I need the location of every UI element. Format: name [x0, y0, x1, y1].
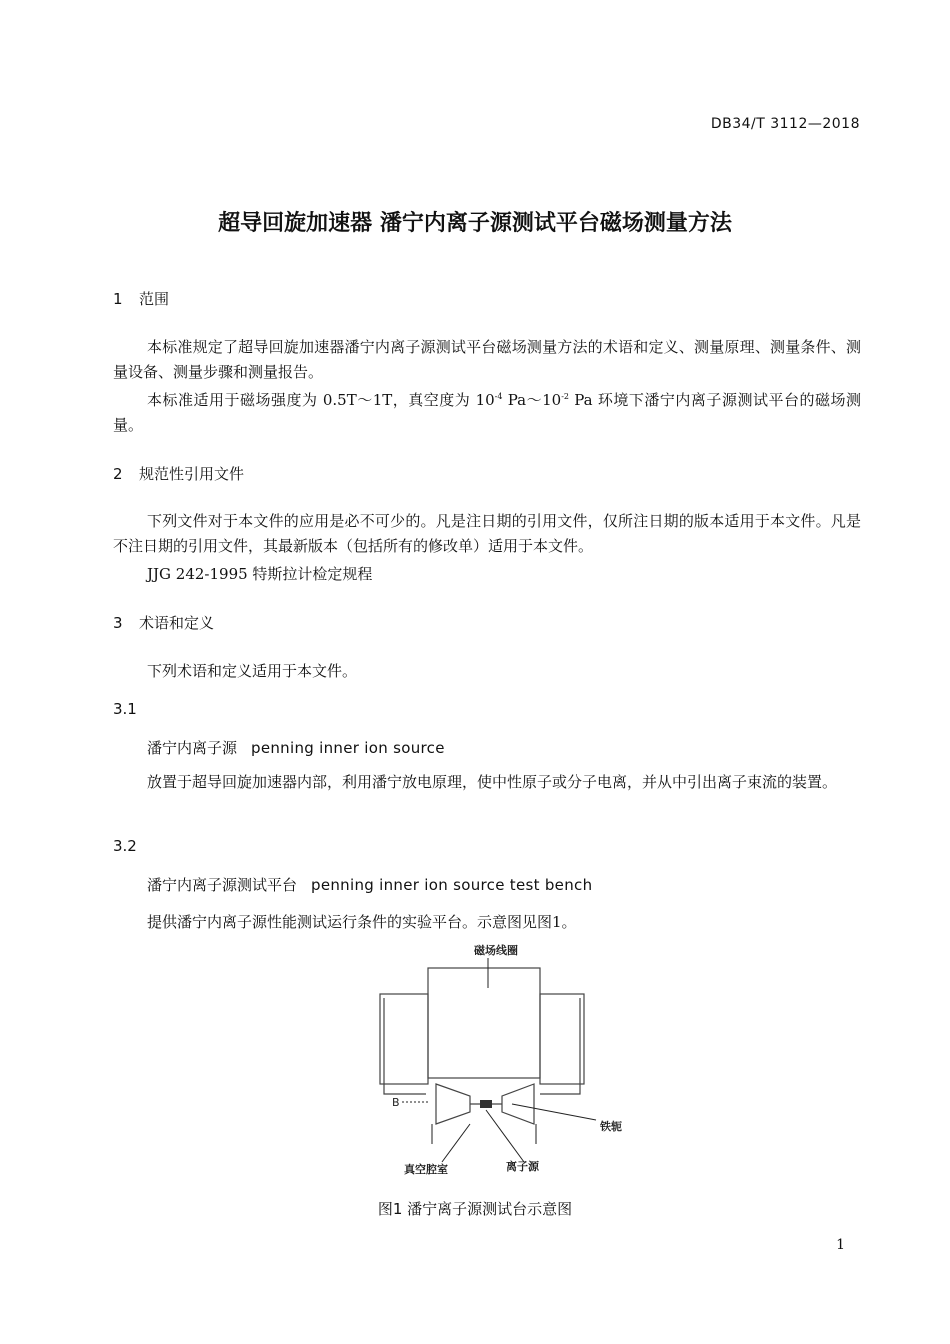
text-run: Pa～10 — [502, 391, 562, 409]
test-bench-diagram — [370, 936, 622, 1181]
magnet-coil-block — [428, 968, 540, 1078]
section-number: 3 — [113, 614, 123, 632]
section-3-paragraph-1: 下列术语和定义适用于本文件。 — [147, 662, 358, 680]
section-2-paragraph-1: 下列文件对于本文件的应用是必不可少的。凡是注日期的引用文件，仅所注日期的版本适用于本文件。凡是不注日期的引用文件，其最新版本（包括所有的修改单）适用于本文件。 — [113, 512, 861, 555]
term-3-1-title — [147, 737, 445, 758]
chamber-outline-left — [384, 998, 426, 1094]
section-title: 规范性引用文件 — [139, 465, 245, 483]
ion-source-core — [480, 1100, 492, 1108]
term-english: penning inner ion source — [251, 739, 445, 757]
figure-caption: 图1 潘宁离子源测试台示意图 — [377, 1200, 573, 1218]
right-pole-cone — [502, 1084, 534, 1124]
left-iron-yoke — [380, 994, 428, 1084]
section-1-paragraph-2 — [113, 384, 861, 438]
iron-yoke-label: 铁轭 — [600, 1120, 622, 1133]
term-3-2-definition: 提供潘宁内离子源性能测试运行条件的实验平台。示意图见图1。 — [147, 913, 577, 931]
section-1-paragraph-1: 本标准规定了超导回旋加速器潘宁内离子源测试平台磁场测量方法的术语和定义、测量原理、测量条件、测量设备、测量步骤和测量报告。 — [113, 338, 861, 381]
vacuum-chamber-label: 真空腔室 — [404, 1163, 448, 1176]
ion-source-label: 离子源 — [506, 1160, 539, 1173]
section-3-heading — [113, 612, 214, 633]
term-3-2-title — [147, 874, 592, 895]
left-pole-cone — [436, 1084, 470, 1124]
text-run: Pa 环境下潘宁内离子源测试平台的磁场测量。 — [113, 391, 861, 434]
chamber-outline-right — [540, 998, 580, 1094]
chamber-pointer — [442, 1124, 470, 1162]
page-title: 超导回旋加速器 潘宁内离子源测试平台磁场测量方法 — [218, 211, 732, 236]
superscript: -4 — [494, 392, 503, 401]
section-2-heading — [113, 463, 244, 484]
section-number: 2 — [113, 465, 123, 483]
section-number: 1 — [113, 290, 123, 308]
superscript: -2 — [561, 392, 569, 401]
section-title: 术语和定义 — [139, 614, 215, 632]
right-iron-yoke — [540, 994, 584, 1084]
page-number: 1 — [836, 1237, 845, 1253]
document-code: DB34/T 3112—2018 — [710, 116, 860, 132]
term-english: penning inner ion source test bench — [311, 876, 593, 894]
term-3-1-number: 3.1 — [113, 700, 137, 718]
reference-item: JJG 242-1995 特斯拉计检定规程 — [147, 565, 373, 583]
section-title: 范围 — [139, 290, 170, 308]
term-3-2-number: 3.2 — [113, 837, 137, 855]
term-3-1-definition: 放置于超导回旋加速器内部，利用潘宁放电原理，使中性原子或分子电离，并从中引出离子束流的装置。 — [147, 773, 838, 791]
term-chinese: 潘宁内离子源测试平台 — [147, 876, 298, 894]
term-chinese: 潘宁内离子源 — [147, 739, 238, 757]
coil-label: 磁场线圈 — [474, 944, 518, 957]
iron-pointer — [512, 1104, 596, 1120]
section-1-heading — [113, 288, 169, 309]
b-field-label: B — [392, 1096, 400, 1109]
text-run: 本标准适用于磁场强度为 0.5T～1T，真空度为 10 — [147, 391, 495, 409]
